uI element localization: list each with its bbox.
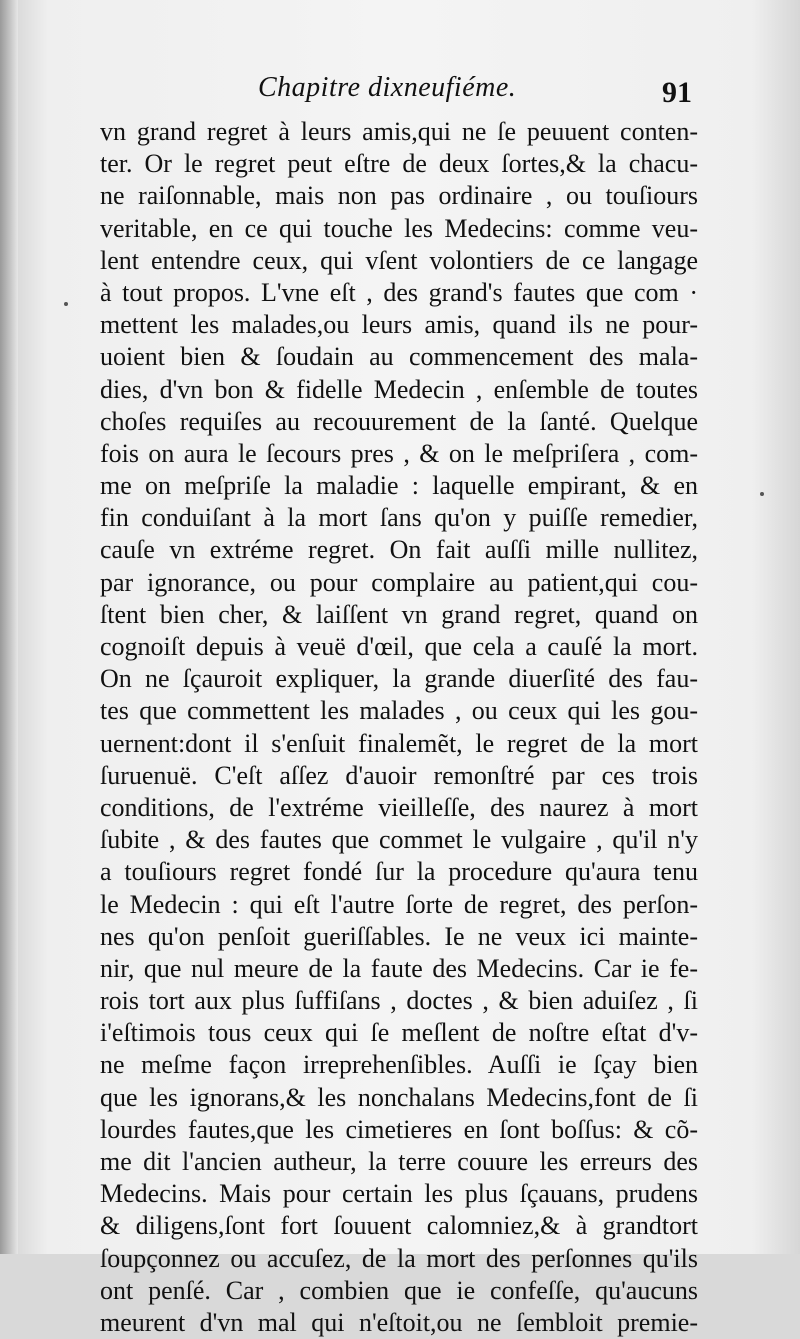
text-line: tes que commettent les malades , ou ceux qui les gou-: [100, 696, 698, 726]
text-line: me dit l'ancien autheur, la terre couure les erreurs des: [100, 1147, 698, 1176]
body-text: [100, 116, 698, 1339]
text-line: cauſe vn extréme regret. On fait auſſi mille nullitez,: [100, 535, 698, 565]
text-line: ont penſé. Car , combien que ie confeſſe, qu'aucuns: [100, 1275, 698, 1305]
page-edge-shadow: [0, 0, 18, 1254]
ink-speck: [64, 302, 68, 306]
running-title: Chapitre dixneufiéme.: [258, 72, 517, 103]
text-line: a touſiours regret fondé ſur la procedure qu'aura tenu: [100, 857, 698, 887]
text-line: lourdes fautes,que les cimetieres en ſont boſſus: & cõ-: [100, 1114, 698, 1144]
text-line: uoient bien & ſoudain au commencement des mala-: [100, 342, 698, 372]
text-line: le Medecin : qui eſt l'autre ſorte de regret, des perſon-: [100, 889, 698, 919]
text-line: meurent d'vn mal qui n'eſtoit,ou ne ſembloit premie-: [100, 1307, 698, 1337]
text-line: que les ignorans,& les nonchalans Medecins,font de ſi: [100, 1082, 698, 1112]
text-line: me on meſpriſe la maladie : laquelle empirant, & en: [100, 471, 698, 501]
text-line: ne meſme façon irreprehenſibles. Auſſi ie ſçay bien: [100, 1050, 698, 1080]
text-line: rois tort aux plus ſuffiſans , doctes , & bien aduiſez , ſi: [100, 986, 698, 1016]
text-line: Medecins. Mais pour certain les plus ſçauans, prudens: [100, 1179, 698, 1209]
text-line: i'eſtimois tous ceux qui ſe meſlent de noſtre eſtat d'v-: [100, 1018, 698, 1048]
text-line: mettent les malades,ou leurs amis, quand ils ne pour-: [100, 310, 698, 340]
text-line: vn grand regret à leurs amis,qui ne ſe peuuent conten-: [100, 117, 698, 146]
text-line: nir, que nul meure de la faute des Medecins. Car ie fe-: [100, 953, 698, 983]
text-line: conditions, de l'extréme vieilleſſe, des naurez à mort: [100, 792, 698, 822]
text-line: choſes requiſes au recouurement de la ſanté. Quelque: [100, 406, 698, 436]
page-number: 91: [662, 76, 692, 109]
text-line: lent entendre ceux, qui vſent volontiers de ce langage: [100, 245, 698, 275]
page-header: [100, 70, 700, 114]
text-line: ſubite , & des fautes que commet le vulgaire , qu'il n'y: [100, 825, 698, 855]
text-line: On ne ſçauroit expliquer, la grande diuerſité des fau-: [100, 664, 698, 694]
text-line: ne raiſonnable, mais non pas ordinaire , ou touſiours: [100, 181, 698, 211]
text-line: par ignorance, ou pour complaire au patient,qui cou-: [100, 567, 698, 597]
text-line: dies, d'vn bon & fidelle Medecin , enſemble de toutes: [100, 374, 698, 404]
text-line: veritable, en ce qui touche les Medecins: comme veu-: [100, 213, 698, 243]
ink-speck: [760, 492, 764, 496]
text-line: à tout propos. L'vne eſt , des grand's fautes que com ·: [100, 277, 698, 307]
text-line: cognoiſt depuis à veuë d'œil, que cela a cauſé la mort.: [100, 632, 698, 661]
text-line: nes qu'on penſoit gueriſſables. Ie ne veux ici mainte-: [100, 921, 698, 951]
text-line: ſuruenuë. C'eſt aſſez d'auoir remonſtré par ces trois: [100, 760, 698, 790]
text-line: fois on aura le ſecours pres , & on le meſpriſera , com-: [100, 438, 698, 468]
text-line: uernent:dont il s'enſuit finalemẽt, le regret de la mort: [100, 728, 698, 758]
text-line: ter. Or le regret peut eſtre de deux ſortes,& la chacu-: [100, 149, 698, 179]
text-line: ſtent bien cher, & laiſſent vn grand regret, quand on: [100, 599, 698, 629]
text-line: fin conduiſant à la mort ſans qu'on y puiſſe remedier,: [100, 503, 698, 533]
text-line: & diligens,ſont fort ſouuent calomniez,& à grandtort: [100, 1211, 698, 1241]
text-line: ſoupçonnez ou accuſez, de la mort des perſonnes qu'ils: [100, 1243, 698, 1273]
